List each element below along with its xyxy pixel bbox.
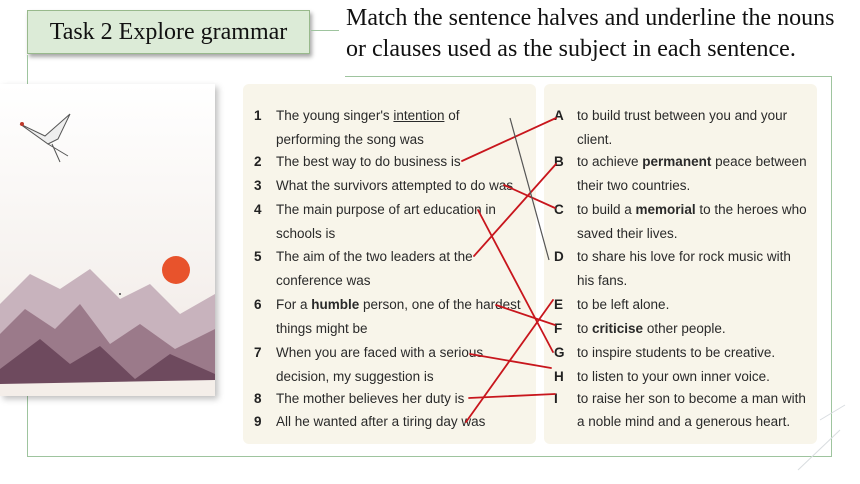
left-item-9-line-1: All he wanted after a tiring day was	[276, 414, 486, 429]
bold-word: memorial	[635, 202, 696, 217]
corner-deco	[820, 405, 845, 420]
item-number: 9	[254, 414, 262, 429]
left-item-7-line-2: decision, my suggestion is	[276, 369, 434, 384]
item-number: 4	[254, 202, 262, 217]
bold-word: humble	[311, 297, 360, 312]
left-item-1-line-2: performing the song was	[276, 132, 424, 147]
item-letter: E	[554, 297, 564, 312]
left-item-4-line-1: The main purpose of art education in	[276, 202, 496, 217]
item-letter: A	[554, 108, 564, 123]
underlined-noun: intention	[393, 108, 445, 123]
bold-word: permanent	[642, 154, 712, 169]
right-item-c-line-1: to build a memorial to the heroes who	[577, 202, 807, 217]
right-item-i-line-1: to raise her son to become a man with	[577, 391, 806, 406]
left-item-6-line-2: things might be	[276, 321, 368, 336]
item-number: 3	[254, 178, 262, 193]
right-item-a-line-1: to build trust between you and your	[577, 108, 788, 123]
left-item-4-line-2: schools is	[276, 226, 336, 241]
left-item-5-line-1: The aim of the two leaders at the	[276, 249, 473, 264]
right-item-d-line-1: to share his love for rock music with	[577, 249, 791, 264]
item-letter: G	[554, 345, 565, 360]
left-item-2-line-1: The best way to do business is	[276, 154, 461, 169]
right-item-e-line-1: to be left alone.	[577, 297, 670, 312]
item-letter: I	[554, 391, 558, 406]
instruction-line-1: Match the sentence halves and underline the nouns	[346, 5, 835, 31]
match-line-4-g	[478, 210, 553, 352]
match-line-1-d	[510, 118, 549, 260]
task-title: Task 2 Explore grammar	[27, 10, 310, 54]
right-item-b-line-2: their two countries.	[577, 178, 691, 193]
match-line-9-e	[466, 300, 553, 422]
right-item-c-line-2: saved their lives.	[577, 226, 678, 241]
right-item-d-line-2: his fans.	[577, 273, 628, 288]
right-item-f-line-1: to criticise other people.	[577, 321, 726, 336]
item-number: 5	[254, 249, 262, 264]
left-item-3-line-1: What the survivors attempted to do was	[276, 178, 514, 193]
left-item-5-line-2: conference was	[276, 273, 371, 288]
item-letter: D	[554, 249, 564, 264]
instruction-line-2: or clauses used as the subject in each sentence.	[346, 36, 796, 62]
item-letter: B	[554, 154, 564, 169]
item-letter: C	[554, 202, 564, 217]
item-number: 7	[254, 345, 262, 360]
left-item-7-line-1: When you are faced with a serious	[276, 345, 484, 360]
item-letter: F	[554, 321, 563, 336]
corner-deco	[798, 430, 840, 470]
right-item-g-line-1: to inspire students to be creative.	[577, 345, 776, 360]
right-item-a-line-2: client.	[577, 132, 613, 147]
match-line-2-a	[462, 118, 556, 161]
item-number: 1	[254, 108, 262, 123]
item-number: 2	[254, 154, 262, 169]
right-item-b-line-1: to achieve permanent peace between	[577, 154, 807, 169]
item-number: 6	[254, 297, 262, 312]
item-letter: H	[554, 369, 564, 384]
match-line-6-f	[496, 305, 555, 325]
item-number: 8	[254, 391, 262, 406]
right-item-h-line-1: to listen to your own inner voice.	[577, 369, 770, 384]
bold-word: criticise	[592, 321, 644, 336]
match-line-8-i	[469, 394, 555, 398]
left-item-6-line-1: For a humble person, one of the hardest	[276, 297, 521, 312]
left-item-8-line-1: The mother believes her duty is	[276, 391, 465, 406]
right-item-i-line-2: a noble mind and a generous heart.	[577, 414, 791, 429]
left-item-1-line-1: The young singer's intention of	[276, 108, 460, 123]
